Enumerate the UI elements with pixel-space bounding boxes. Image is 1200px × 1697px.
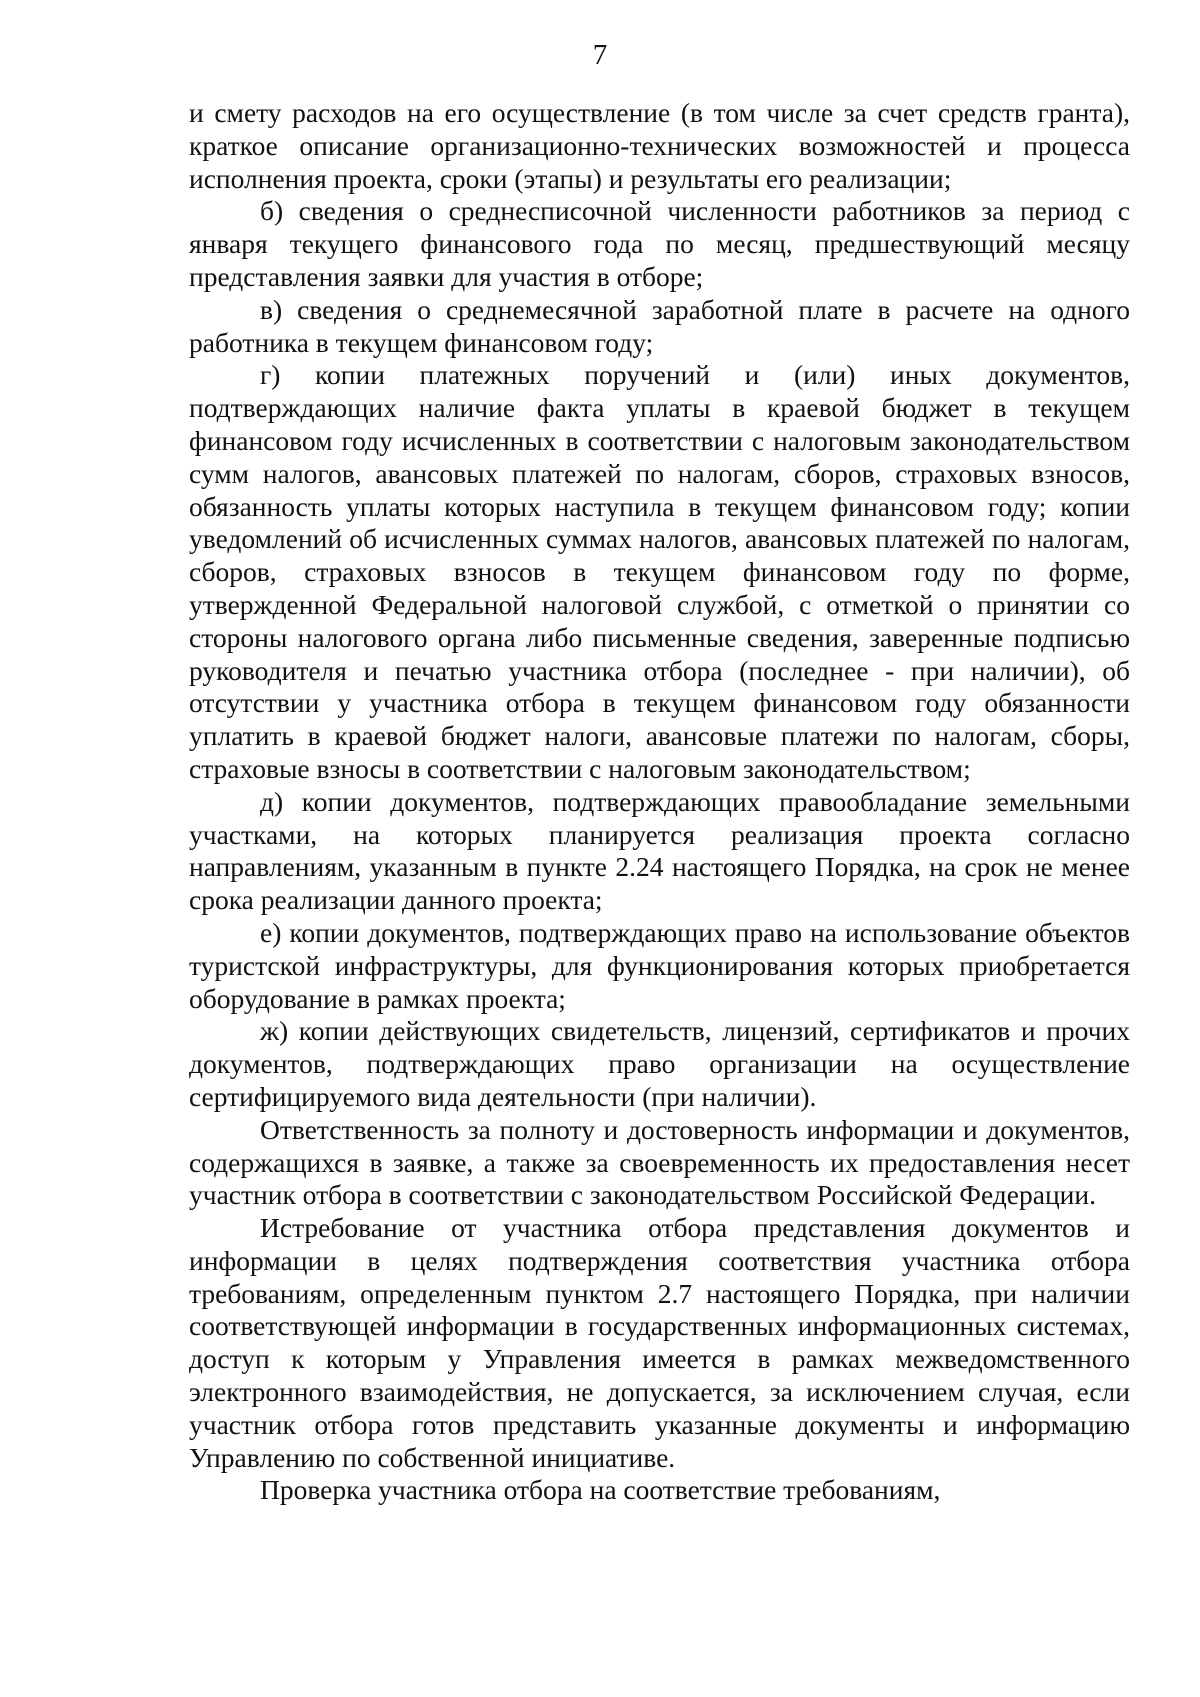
page-number: 7 — [592, 39, 608, 71]
document-body — [189, 97, 1130, 1507]
paragraph-document-request: Истребование от участника отбора представления документов и информации в целях подтверждения соответствия участника отбора требованиям, определенным пунктом 2.7 настоящего Порядка, при наличии соответствующей информации в государственных информационных системах, доступ к которым у Управления имеется в рамках межведомственного электронного взаимодействия, не допускается, за исключением случая, если участник отбора готов представить указанные документы и информацию Управлению по собственной инициативе. — [189, 1212, 1130, 1473]
paragraph-verification: Проверка участника отбора на соответствие требованиям, — [260, 1474, 941, 1506]
paragraph-responsibility: Ответственность за полноту и достоверность информации и документов, содержащихся в заявке, а также за своевременность их предоставления несет участник отбора в соответствии с законодательством Российской Федерации. — [189, 1113, 1130, 1211]
paragraph-item-d: д) копии документов, подтверждающих правообладание земельными участками, на которых планируется реализация проекта согласно направлениям, указанным в пункте 2.24 настоящего Порядка, на срок не менее срока реализации данного проекта; — [189, 785, 1130, 916]
paragraph-item-v: в) сведения о среднемесячной заработной плате в расчете на одного работника в текущем финансовом году; — [189, 293, 1130, 358]
paragraph-item-zh: ж) копии действующих свидетельств, лицензий, сертификатов и прочих документов, подтверждающих право организации на осуществление сертифицируемого вида деятельности (при наличии). — [189, 1015, 1130, 1112]
paragraph-item-b: б) сведения о среднесписочной численности работников за период с января текущего финансового года по месяц, предшествующий месяцу представления заявки для участия в отборе; — [189, 195, 1130, 292]
paragraph-item-e: е) копии документов, подтверждающих право на использование объектов туристской инфраструктуры, для функционирования которых приобретается оборудование в рамках проекта; — [189, 916, 1130, 1014]
paragraph-item-g: г) копии платежных поручений и (или) иных документов, подтверждающих наличие факта уплаты в краевой бюджет в текущем финансовом году исчисленных в соответствии с налоговым законодательством сумм налогов, авансовых платежей по налогам, сборов, страховых взносов, обязанность уплаты которых наступила в текущем финансовом году; копии уведомлений об исчисленных суммах налогов, авансовых платежей по налогам, сборов, страховых взносов в текущем финансовом году по форме, утвержденной Федеральной налоговой службой, с отметкой о принятии со стороны налогового органа либо письменные сведения, заверенные подписью руководителя и печатью участника отбора (последнее - при наличии), об отсутствии у участника отбора в текущем финансовом году обязанности уплатить в краевой бюджет налоги, авансовые платежи по налогам, сборы, страховые взносы в соответствии с налоговым законодательством; — [189, 359, 1130, 784]
paragraph-continuation: и смету расходов на его осуществление (в том числе за счет средств гранта), краткое описание организационно-технических возможностей и процесса исполнения проекта, сроки (этапы) и результаты его реализации; — [189, 97, 1130, 194]
